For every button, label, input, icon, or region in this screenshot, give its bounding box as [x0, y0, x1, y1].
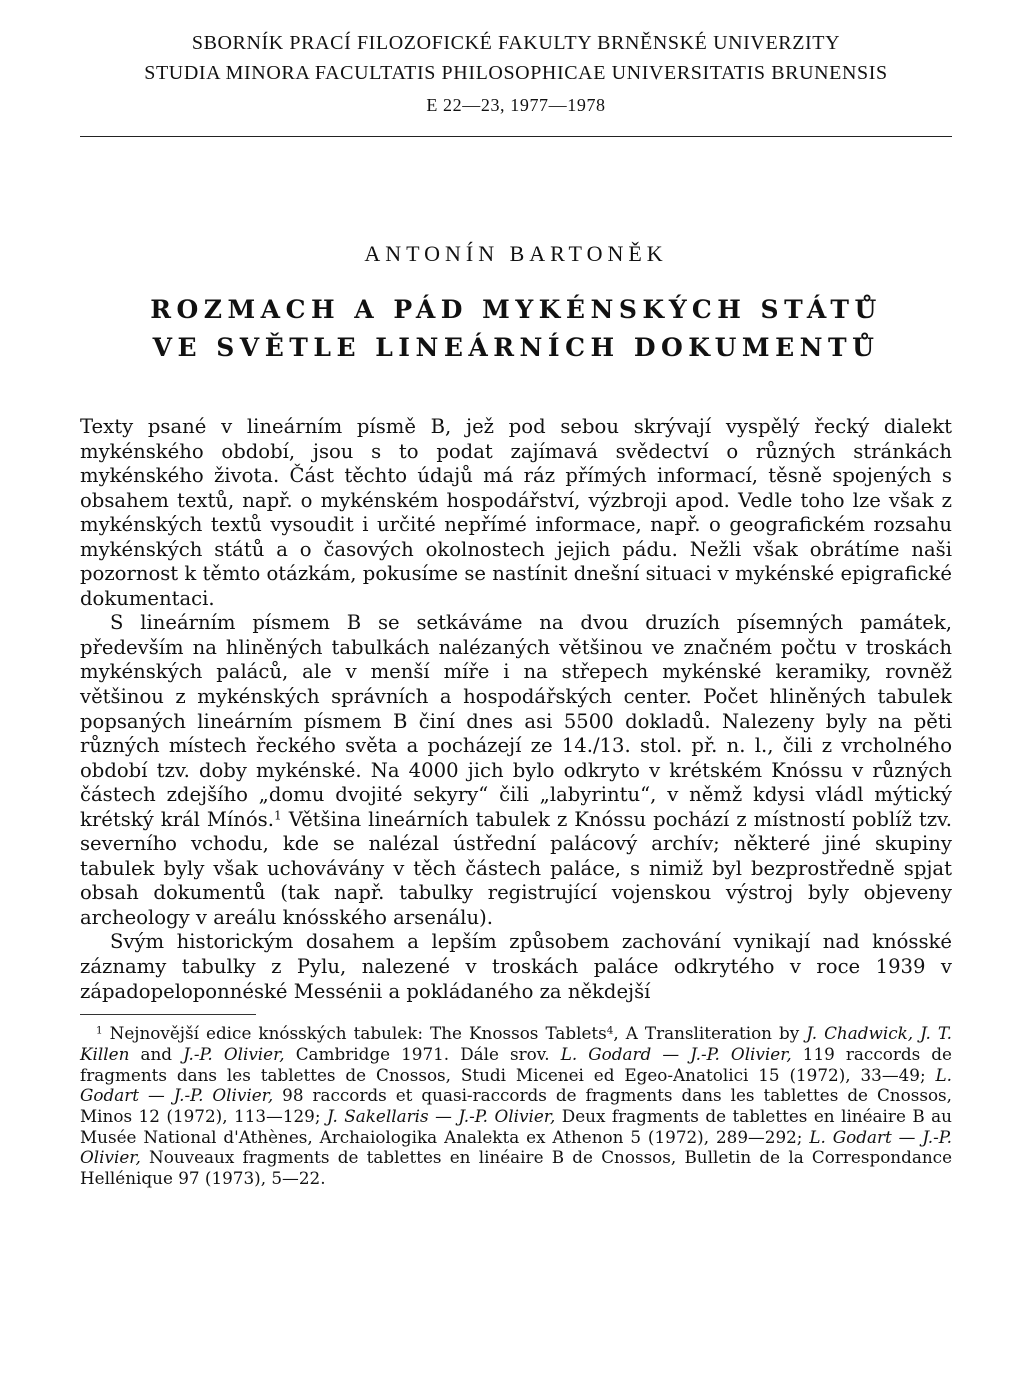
footnote-author: J.-P. Olivier,	[183, 1043, 285, 1064]
footnote-author: J. Sakellaris — J.-P. Olivier,	[327, 1105, 556, 1126]
page	[80, 28, 952, 1189]
footnote-text: 119 raccords de fragments dans les tablettes de Cnossos, Studi Micenei ed Egeo-Anatolici 15 (1972), 33—49;	[80, 1043, 952, 1085]
paragraph-2	[80, 611, 952, 930]
footnote-text: Cambridge 1971. Dále srov.	[284, 1043, 561, 1064]
header-divider	[80, 136, 952, 137]
article-title	[80, 291, 952, 367]
journal-title-czech: SBORNÍK PRACÍ FILOZOFICKÉ FAKULTY BRNĚNSKÉ UNIVERZITY	[191, 32, 841, 54]
paragraph-2-text-b: Většina lineárních tabulek z Knóssu pochází z místností poblíž tzv. severního vchodu, kde se nalézal ústřední palácový archív; některé jiné skupiny tabulek byly však uchovávány v těch částech paláce, s nimiž byl bezprostředně spjat obsah dokumentů (tak např. tabulky registrující vojenskou výstroj byly objeveny archeology v areálu knósského arsenálu).	[80, 807, 952, 929]
footnote-text: Deux fragments de tablettes en linéaire B au Musée National d'Athènes, Archaiologika Analekta ex Athenon 5 (1972), 289—292;	[80, 1105, 952, 1147]
footnote-author: L. Godart — J.-P. Olivier,	[80, 1064, 952, 1106]
journal-issue: E 22—23, 1977—1978	[426, 95, 606, 115]
footnote-text: , A Transliteration by	[613, 1023, 807, 1044]
footnote-text: and	[129, 1043, 184, 1064]
footnote-author: L. Godart — J.-P. Olivier,	[80, 1126, 952, 1168]
footnote-text: 98 raccords et quasi-raccords de fragments dans les tablettes de Cnossos, Minos 12 (1972), 113—129;	[80, 1085, 952, 1126]
footnote-number: 1	[96, 1024, 103, 1037]
footnote-text: Nouveaux fragments de tablettes en linéaire B de Cnossos, Bulletin de la Correspondance Hellénique 97 (1973), 5—22.	[80, 1147, 952, 1189]
footnote-text: Nejnovější edice knósských tabulek: The Knossos Tablets	[102, 1023, 607, 1044]
paragraph-3: Svým historickým dosahem a lepším způsobem zachování vynikají nad knósské záznamy tabulky z Pylu, nalezené v troskách paláce odkrytého v roce 1939 v západopeloponnéské Messénii a pokládaného za někdejší	[80, 930, 952, 1003]
article-body	[80, 415, 952, 1004]
article-author: ANTONÍN BARTONĚK	[364, 241, 668, 266]
footnote-1	[80, 1023, 952, 1189]
paragraph-1: Texty psané v lineárním písmě B, jež pod sebou skrývají vyspělý řecký dialekt mykénského období, jsou s to podat zajímavá svědectví o různých stránkách mykénského života. Část těchto údajů má ráz přímých informací, těsně spojených s obsahem textů, např. o mykénském hospodářství, výzbroji apod. Vedle toho lze však z mykénských textů vysoudit i určité nepřímé informace, např. o geografickém rozsahu mykénských států a o časových okolnostech jejich pádu. Nežli však obrátíme naši pozornost k těmto otázkám, pokusíme se nastínit dnešní situaci v mykénské epigrafické dokumentaci.	[80, 415, 952, 610]
edition-superscript: 4	[606, 1024, 614, 1037]
footnote-author: L. Godard — J.-P. Olivier,	[560, 1043, 792, 1064]
journal-title-latin: STUDIA MINORA FACULTATIS PHILOSOPHICAE UNIVERSITATIS BRUNENSIS	[144, 62, 888, 84]
footnote-author: J. Chadwick, J. T. Killen	[80, 1023, 952, 1064]
article-title-line-1: ROZMACH A PÁD MYKÉNSKÝCH STÁTŮ	[150, 295, 882, 324]
footnote-reference: 1	[273, 808, 282, 823]
paragraph-2-text-a: S lineárním písmem B se setkáváme na dvou druzích písemných památek, především na hliněných tabulkách nalézaných většinou ve značném počtu v troskách mykénských paláců, ale v menší míře i na střepech mykénské keramiky, rovněž většinou z mykénských správních a hospodářských center. Počet hliněných tabulek popsaných lineárním písmem B činí dnes asi 5500 dokladů. Nalezeny byly na pěti různých místech řeckého světa a pocházejí ze 14./13. stol. př. n. l., čili z vrcholného období tzv. doby mykénské. Na 4000 jich bylo odkryto v krétském Knóssu v různých částech zdejšího „domu dvojité sekyry“ čili „labyrintu“, v němž kdysi vládl mýtický krétský král Mínós.	[80, 611, 952, 831]
article-title-line-2: VE SVĚTLE LINEÁRNÍCH DOKUMENTŮ	[152, 333, 880, 362]
footnote-divider	[80, 1014, 256, 1015]
journal-masthead	[80, 28, 952, 120]
